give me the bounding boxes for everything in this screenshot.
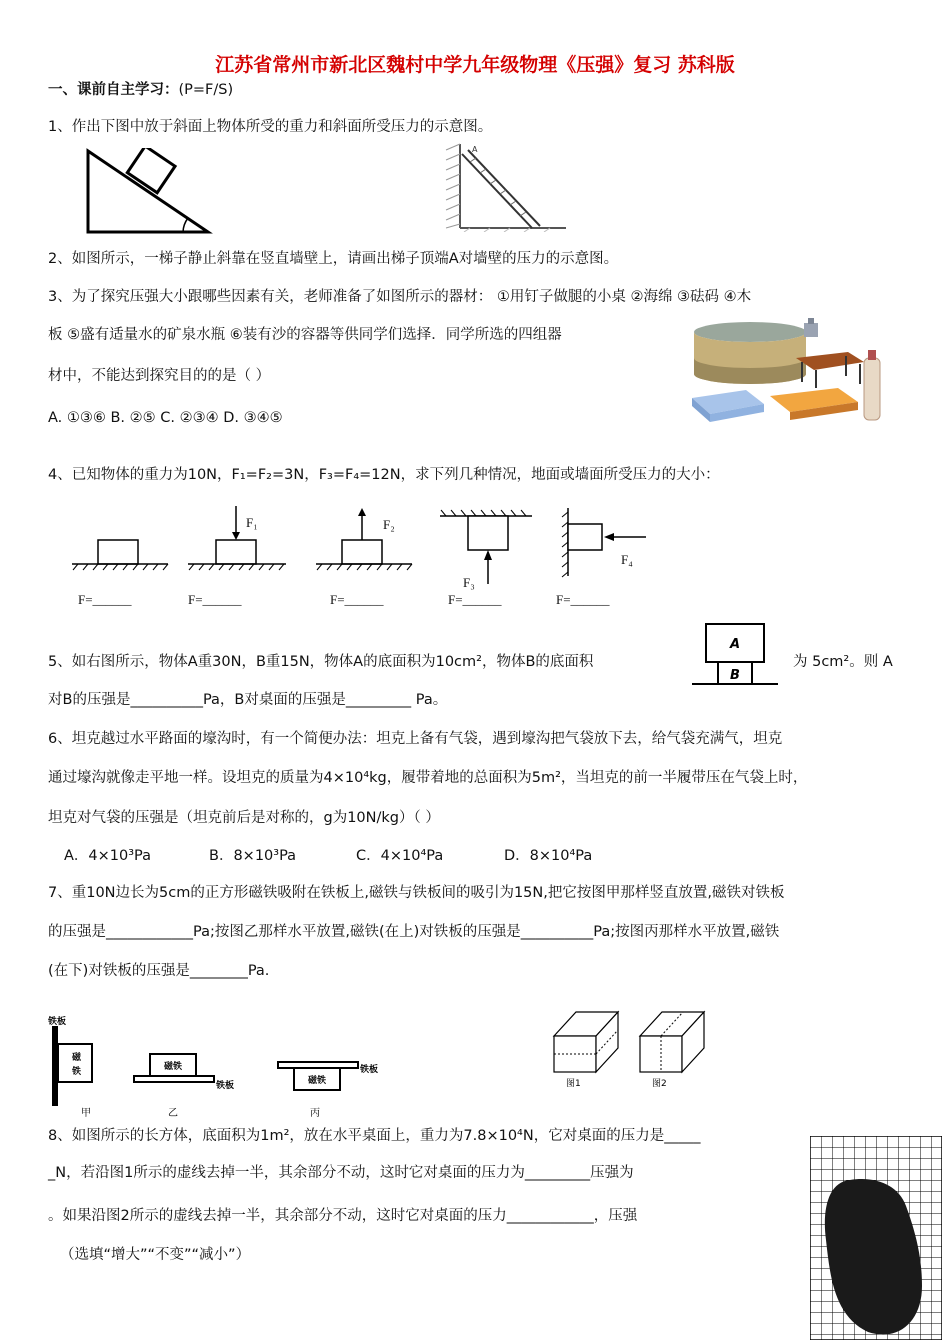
force-fig-3 — [316, 508, 412, 570]
question-7-line1: 7、重10N边长为5cm的正方形磁铁吸附在铁板上,磁铁与铁板间的吸引为15N,把它按图甲那样竖直放置,磁铁对铁板 — [48, 885, 785, 901]
label-yi: 乙 — [168, 1108, 178, 1119]
question-6-option-b: B．8×10³Pa — [209, 848, 297, 864]
question-6-option-a: A．4×10³Pa — [64, 848, 152, 864]
force-label-f2: F₂ — [383, 517, 395, 532]
force-blank-4: F=______ — [448, 592, 502, 607]
question-7-line3: (在下)对铁板的压强是________Pa. — [48, 963, 270, 979]
small-table — [796, 352, 864, 370]
force-blank-5: F=______ — [556, 592, 610, 607]
force-fig-5 — [562, 508, 646, 577]
force-label-f3: F₃ — [463, 575, 475, 590]
block-on-incline — [127, 148, 175, 193]
force-fig-1 — [72, 540, 168, 570]
box-fig-1 — [554, 1012, 618, 1089]
incline-figure — [85, 148, 215, 238]
question-8-line4: （选填“增大”“不变”“减小”） — [60, 1247, 251, 1263]
force-label-f1: F₁ — [246, 515, 258, 530]
box-fig-2 — [640, 1012, 704, 1089]
question-4-stem: 4、已知物体的重力为10N，F₁=F₂=3N，F₃=F₄=12N，求下列几种情况，地面或墙面所受压力的大小： — [48, 467, 720, 483]
question-3-line1: 3、为了探究压强大小跟哪些因素有关，老师准备了如图所示的器材： ①用钉子做腿的小桌 ②海绵 ③砝码 ④木 — [48, 289, 752, 305]
equipment-photo — [688, 318, 898, 426]
box-label-2: 图2 — [652, 1079, 667, 1089]
label-bing: 丙 — [310, 1108, 320, 1119]
question-2: 2、如图所示，一梯子静止斜靠在竖直墙壁上，请画出梯子顶端A对墙壁的压力的示意图。 — [48, 251, 619, 267]
label-jia: 甲 — [81, 1108, 91, 1119]
label-iron-3: 铁板 — [360, 1065, 379, 1075]
ladder-rail — [462, 154, 532, 228]
question-6-line3: 坦克对气袋的压强是（坦克前后是对称的，g为10N/kg）（ ） — [48, 810, 440, 826]
box-label-1: 图1 — [566, 1079, 581, 1089]
magnet-figures — [44, 1010, 404, 1120]
question-3-line3: 材中，不能达到探究目的的是（ ） — [48, 368, 271, 384]
question-3-options: A. ①③⑥ B. ②⑤ C. ②③④ D. ③④⑤ — [48, 410, 283, 426]
water-bottle — [864, 358, 880, 420]
question-6-line2: 通过壕沟就像走平地一样。设坦克的质量为4×10⁴kg，履带着地的总面积为5m²，当坦克的前一半履带压在气袋上时， — [48, 770, 808, 786]
question-6-line1: 6、坦克越过水平路面的壕沟时，有一个简便办法：坦克上备有气袋，遇到壕沟把气袋放下去，给气袋充满气，坦克 — [48, 731, 783, 747]
iron-plate-bottom — [134, 1076, 214, 1082]
sand-container-top — [694, 322, 806, 342]
question-5-line1b: 为 5cm²。则 A — [793, 654, 893, 670]
force-label-f4: F₄ — [621, 552, 633, 567]
question-6-option-c: C．4×10⁴Pa — [356, 848, 444, 864]
question-1: 1、作出下图中放于斜面上物体所受的重力和斜面所受压力的示意图。 — [48, 119, 493, 135]
question-8-line2: _N，若沿图1所示的虚线去掉一半，其余部分不动，这时它对桌面的压力为_________压强为 — [48, 1165, 634, 1181]
section-heading-text: 一、课前自主学习： — [48, 82, 179, 98]
label-magnet-v1: 磁 — [72, 1053, 82, 1063]
question-8-line1: 8、如图所示的长方体，底面积为1m²，放在水平桌面上，重力为7.8×10⁴N，它对桌面的压力是_____ — [48, 1128, 701, 1144]
question-8-line3: 。如果沿图2所示的虚线去掉一半，其余部分不动，这时它对桌面的压力____________，压强 — [48, 1208, 638, 1224]
label-magnet-2: 磁铁 — [163, 1062, 183, 1072]
ladder-figure — [440, 140, 570, 232]
box-figures — [548, 1002, 718, 1094]
question-3-line2: 板 ⑤盛有适量水的矿泉水瓶 ⑥装有沙的容器等供同学们选择．同学所选的四组器 — [48, 327, 562, 343]
footprint-grid-figure — [810, 1136, 942, 1340]
label-magnet-v2: 铁 — [72, 1067, 82, 1077]
label-iron-1: 铁板 — [48, 1017, 67, 1027]
force-blank-3: F=______ — [330, 592, 384, 607]
question-7-line2: 的压强是____________Pa;按图乙那样水平放置,磁铁(在上)对铁板的压强是__________Pa;按图丙那样水平放置,磁铁 — [48, 924, 780, 940]
question-5-line2: 对B的压强是__________Pa，B对桌面的压强是_________ Pa。 — [48, 692, 448, 708]
angle-arc — [183, 218, 188, 232]
label-iron-2: 铁板 — [216, 1081, 235, 1091]
svg-text:A: A — [472, 145, 478, 154]
force-fig-2 — [188, 506, 286, 570]
force-fig-4 — [440, 510, 532, 584]
page-title: 江苏省常州市新北区魏村中学九年级物理《压强》复习 苏科版 — [215, 54, 735, 76]
wall-hatching — [446, 144, 460, 228]
section-heading — [48, 80, 233, 100]
formula: (P=F/S) — [178, 82, 234, 98]
block-a-label: A — [729, 637, 741, 652]
force-blank-1: F=______ — [78, 592, 132, 607]
label-magnet-3: 磁铁 — [307, 1076, 327, 1086]
force-blank-2: F=______ — [188, 592, 242, 607]
block-b-label: B — [730, 668, 740, 683]
question-5-line1a: 5、如右图所示，物体A重30N，B重15N，物体A的底面积为10cm²，物体B的底面积 — [48, 654, 594, 670]
question-6-option-d: D．8×10⁴Pa — [504, 848, 593, 864]
weight-icon — [804, 323, 818, 337]
stacked-blocks-figure — [690, 622, 780, 688]
